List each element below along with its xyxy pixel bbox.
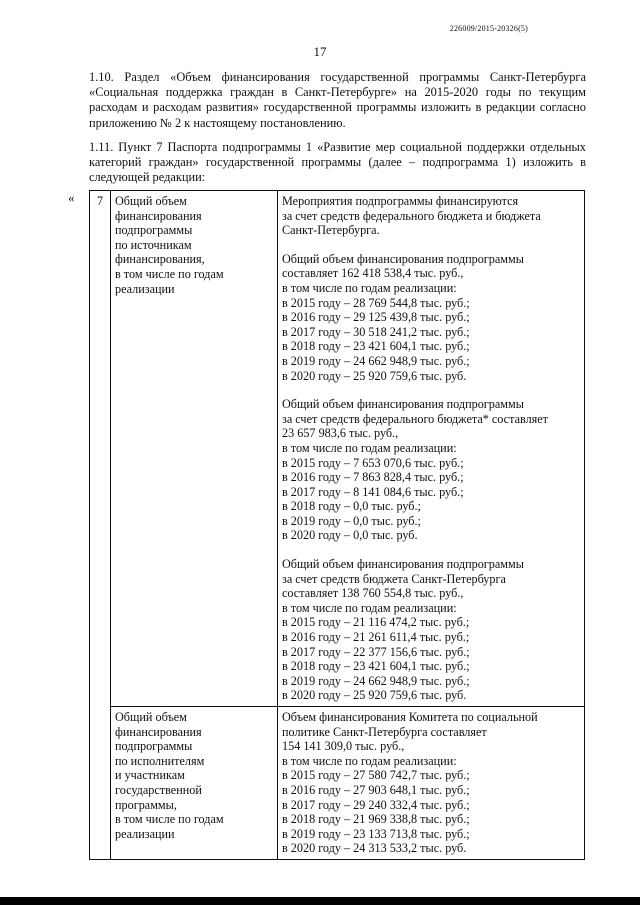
financing-line: в 2016 году – 29 125 439,8 тыс. руб.; <box>282 310 470 325</box>
financing-line: в 2017 году – 8 141 084,6 тыс. руб.; <box>282 484 464 499</box>
financing-line: в 2020 году – 0,0 тыс. руб. <box>282 528 418 543</box>
label-line: и участникам <box>115 768 185 783</box>
financing-line: в 2018 году – 21 969 338,8 тыс. руб.; <box>282 812 470 827</box>
label-line: в том числе по годам <box>115 266 224 281</box>
financing-line: в 2017 году – 30 518 241,2 тыс. руб.; <box>282 324 470 339</box>
financing-line: составляет 138 760 554,8 тыс. руб., <box>282 586 464 601</box>
label-cell-by-executors <box>111 707 278 860</box>
financing-line: в 2017 году – 22 377 156,6 тыс. руб.; <box>282 644 470 659</box>
financing-line: за счет средств федерального бюджета и бюджета <box>282 208 541 223</box>
row-number-cell: 7 <box>90 191 111 860</box>
financing-line: 23 657 983,6 тыс. руб., <box>282 426 399 441</box>
financing-line: в 2016 году – 21 261 611,4 тыс. руб.; <box>282 630 470 645</box>
financing-line: Общий объем финансирования подпрограммы <box>282 557 524 572</box>
table-row-sources <box>90 191 585 707</box>
table-row-executors <box>90 707 585 860</box>
subprogram-passport-table <box>89 190 585 860</box>
label-line: финансирования, <box>115 252 205 267</box>
financing-line: Общий объем финансирования подпрограммы <box>282 251 524 266</box>
financing-line: в 2015 году – 21 116 474,2 тыс. руб.; <box>282 615 470 630</box>
financing-line: Мероприятия подпрограммы финансируются <box>282 194 519 208</box>
label-line: государственной <box>115 782 202 797</box>
label-line: реализации <box>115 281 175 296</box>
financing-line: Объем финансирования Комитета по социальной <box>282 710 538 724</box>
financing-line: в 2016 году – 7 863 828,4 тыс. руб.; <box>282 470 464 485</box>
financing-line: политике Санкт-Петербурга составляет <box>282 724 487 739</box>
label-line: финансирования <box>115 724 202 739</box>
label-line: программы, <box>115 797 177 812</box>
content-cell-by-executors <box>278 707 585 860</box>
label-line: по источникам <box>115 237 192 252</box>
financing-line: за счет средств федерального бюджета* составляет <box>282 411 548 426</box>
financing-line: составляет 162 418 538,4 тыс. руб., <box>282 266 464 281</box>
label-cell-by-sources <box>111 191 278 707</box>
label-line: подпрограммы <box>115 739 193 754</box>
document-reference-code: 226009/2015-20326(5) <box>449 24 528 33</box>
financing-line: в 2017 году – 29 240 332,4 тыс. руб.; <box>282 797 470 812</box>
label-line: по исполнителям <box>115 753 205 768</box>
financing-line: в 2019 году – 24 662 948,9 тыс. руб.; <box>282 673 470 688</box>
paragraph-1-10: 1.10. Раздел «Объем финансирования государственной программы Санкт-Петербурга «Социальная поддержка граждан в Санкт-Петербурге» на 2015-2020 годы по текущим расходам и расходам развития» государственной программы изложить в редакции согласно приложению № 2 к настоящему постановлению. <box>89 70 586 130</box>
financing-line: в 2015 году – 28 769 544,8 тыс. руб.; <box>282 295 470 310</box>
financing-block <box>282 397 580 543</box>
financing-line: 154 141 309,0 тыс. руб., <box>282 739 405 754</box>
financing-line: в том числе по годам реализации: <box>282 600 457 615</box>
financing-line: в 2020 году – 24 313 533,2 тыс. руб. <box>282 841 467 856</box>
financing-line: в 2020 году – 25 920 759,6 тыс. руб. <box>282 368 467 383</box>
financing-line: в том числе по годам реализации: <box>282 440 457 455</box>
financing-line: в 2019 году – 24 662 948,9 тыс. руб.; <box>282 353 470 368</box>
financing-line: в 2018 году – 23 421 604,1 тыс. руб.; <box>282 339 470 354</box>
financing-line: в 2016 году – 27 903 648,1 тыс. руб.; <box>282 782 470 797</box>
content-cell-by-sources <box>278 191 585 707</box>
financing-block <box>282 252 580 383</box>
financing-line: в том числе по годам реализации: <box>282 280 457 295</box>
label-line: реализации <box>115 826 175 841</box>
financing-line: в 2015 году – 27 580 742,7 тыс. руб.; <box>282 768 470 783</box>
financing-line: в 2015 году – 7 653 070,6 тыс. руб.; <box>282 455 464 470</box>
scan-edge-bar <box>0 897 640 905</box>
financing-line: в 2019 году – 23 133 713,8 тыс. руб.; <box>282 826 470 841</box>
financing-block <box>282 194 580 238</box>
financing-line: в 2018 году – 23 421 604,1 тыс. руб.; <box>282 659 470 674</box>
financing-line: Санкт-Петербурга. <box>282 223 380 238</box>
financing-line: Общий объем финансирования подпрограммы <box>282 397 524 412</box>
label-line: в том числе по годам <box>115 812 224 827</box>
label-line: финансирования <box>115 208 202 223</box>
financing-line: в 2019 году – 0,0 тыс. руб.; <box>282 513 421 528</box>
page-number: 17 <box>313 44 327 59</box>
financing-line: в 2018 году – 0,0 тыс. руб.; <box>282 499 421 514</box>
financing-line: в 2020 году – 25 920 759,6 тыс. руб. <box>282 688 467 703</box>
financing-block <box>282 557 580 703</box>
financing-block <box>282 710 580 856</box>
label-line: подпрограммы <box>115 223 193 238</box>
paragraph-1-11: 1.11. Пункт 7 Паспорта подпрограммы 1 «Развитие мер социальной поддержки отдельных категорий граждан» государственной программы (далее – подпрограмма 1) изложить в следующей редакции: <box>89 140 586 185</box>
label-line: Общий объем <box>115 194 187 208</box>
opening-quote-mark: « <box>68 190 75 205</box>
label-line: Общий объем <box>115 710 187 724</box>
financing-line: за счет средств бюджета Санкт-Петербурга <box>282 571 506 586</box>
financing-line: в том числе по годам реализации: <box>282 753 457 768</box>
